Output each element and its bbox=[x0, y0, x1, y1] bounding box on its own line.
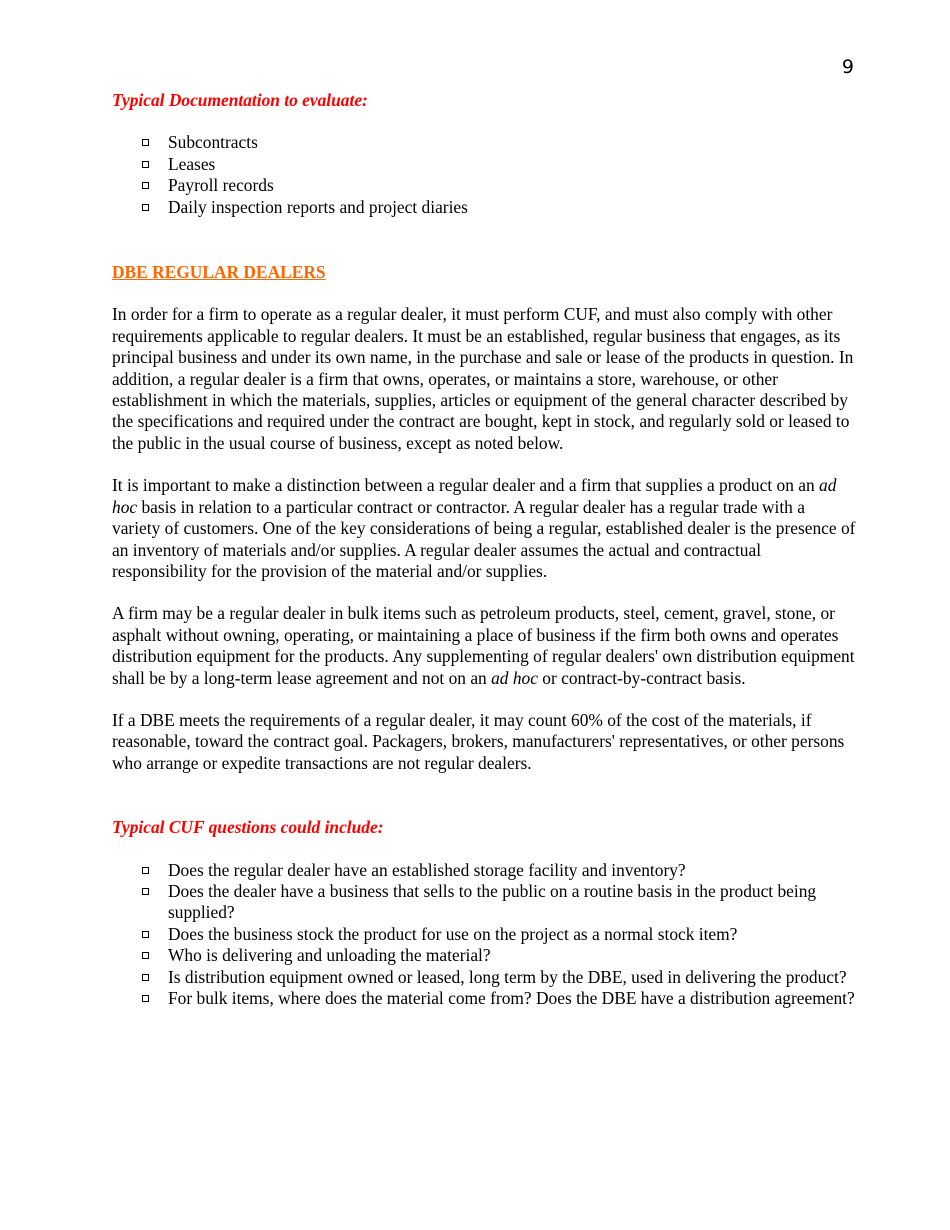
checkbox-bullet-icon bbox=[142, 888, 149, 895]
page-number: 9 bbox=[841, 56, 854, 78]
list-item: Does the dealer have a business that sells to the public on a routine basis in the product being supplied? bbox=[168, 881, 857, 924]
checkbox-bullet-icon bbox=[142, 139, 149, 146]
checkbox-bullet-icon bbox=[142, 974, 149, 981]
list-item: Leases bbox=[168, 154, 857, 175]
page-content bbox=[112, 90, 857, 1009]
paragraph-distinction: It is important to make a distinction between a regular dealer and a firm that supplies a product on an ad hoc basis in relation to a particular contract or contractor. A regular dealer has a regular trade with a variety of customers. One of the key considerations of being a regular, established dealer is the presence of an inventory of materials and/or supplies. A regular dealer assumes the actual and contractual responsibility for the provision of the material and/or supplies. bbox=[112, 475, 856, 581]
list-item: Is distribution equipment owned or leased, long term by the DBE, used in delivering the product? bbox=[168, 967, 857, 988]
checkbox-bullet-icon bbox=[142, 161, 149, 168]
checkbox-bullet-icon bbox=[142, 952, 149, 959]
questions-list bbox=[112, 860, 857, 1010]
documentation-heading: Typical Documentation to evaluate: bbox=[112, 90, 368, 110]
documentation-list bbox=[112, 132, 857, 218]
list-item: Daily inspection reports and project diaries bbox=[168, 197, 857, 218]
section-heading: DBE REGULAR DEALERS bbox=[112, 262, 326, 283]
list-item: Who is delivering and unloading the material? bbox=[168, 945, 857, 966]
checkbox-bullet-icon bbox=[142, 867, 149, 874]
checkbox-bullet-icon bbox=[142, 204, 149, 211]
checkbox-bullet-icon bbox=[142, 995, 149, 1002]
list-item: For bulk items, where does the material come from? Does the DBE have a distribution agreement? bbox=[168, 988, 857, 1009]
list-item: Payroll records bbox=[168, 175, 857, 196]
checkbox-bullet-icon bbox=[142, 931, 149, 938]
paragraph-count-goal: If a DBE meets the requirements of a regular dealer, it may count 60% of the cost of the materials, if reasonable, toward the contract goal. Packagers, brokers, manufacturers' representatives, or other persons who arrange or expedite transactions are not regular dealers. bbox=[112, 709, 845, 773]
paragraph-bulk-items: A firm may be a regular dealer in bulk items such as petroleum products, steel, cement, gravel, stone, or asphalt without owning, operating, or maintaining a place of business if the firm both owns and operates distribution equipment for the products. Any supplementing of regular dealers' own distribution equipment shall be by a long-term lease agreement and not on an ad hoc or contract-by-contract basis. bbox=[112, 603, 855, 688]
list-item: Subcontracts bbox=[168, 132, 857, 153]
list-item: Does the business stock the product for use on the project as a normal stock item? bbox=[168, 924, 857, 945]
checkbox-bullet-icon bbox=[142, 182, 149, 189]
paragraph-requirements: In order for a firm to operate as a regular dealer, it must perform CUF, and must also comply with other requirements applicable to regular dealers. It must be an established, regular business that engages, as its principal business and under its own name, in the purchase and sale or lease of the products in question. In addition, a regular dealer is a firm that owns, operates, or maintains a store, warehouse, or other establishment in which the materials, supplies, articles or equipment of the general character described by the specifications and required under the contract are bought, kept in stock, and regularly sold or leased to the public in the usual course of business, except as noted below. bbox=[112, 304, 854, 453]
questions-heading: Typical CUF questions could include: bbox=[112, 817, 384, 838]
list-item: Does the regular dealer have an established storage facility and inventory? bbox=[168, 860, 857, 881]
